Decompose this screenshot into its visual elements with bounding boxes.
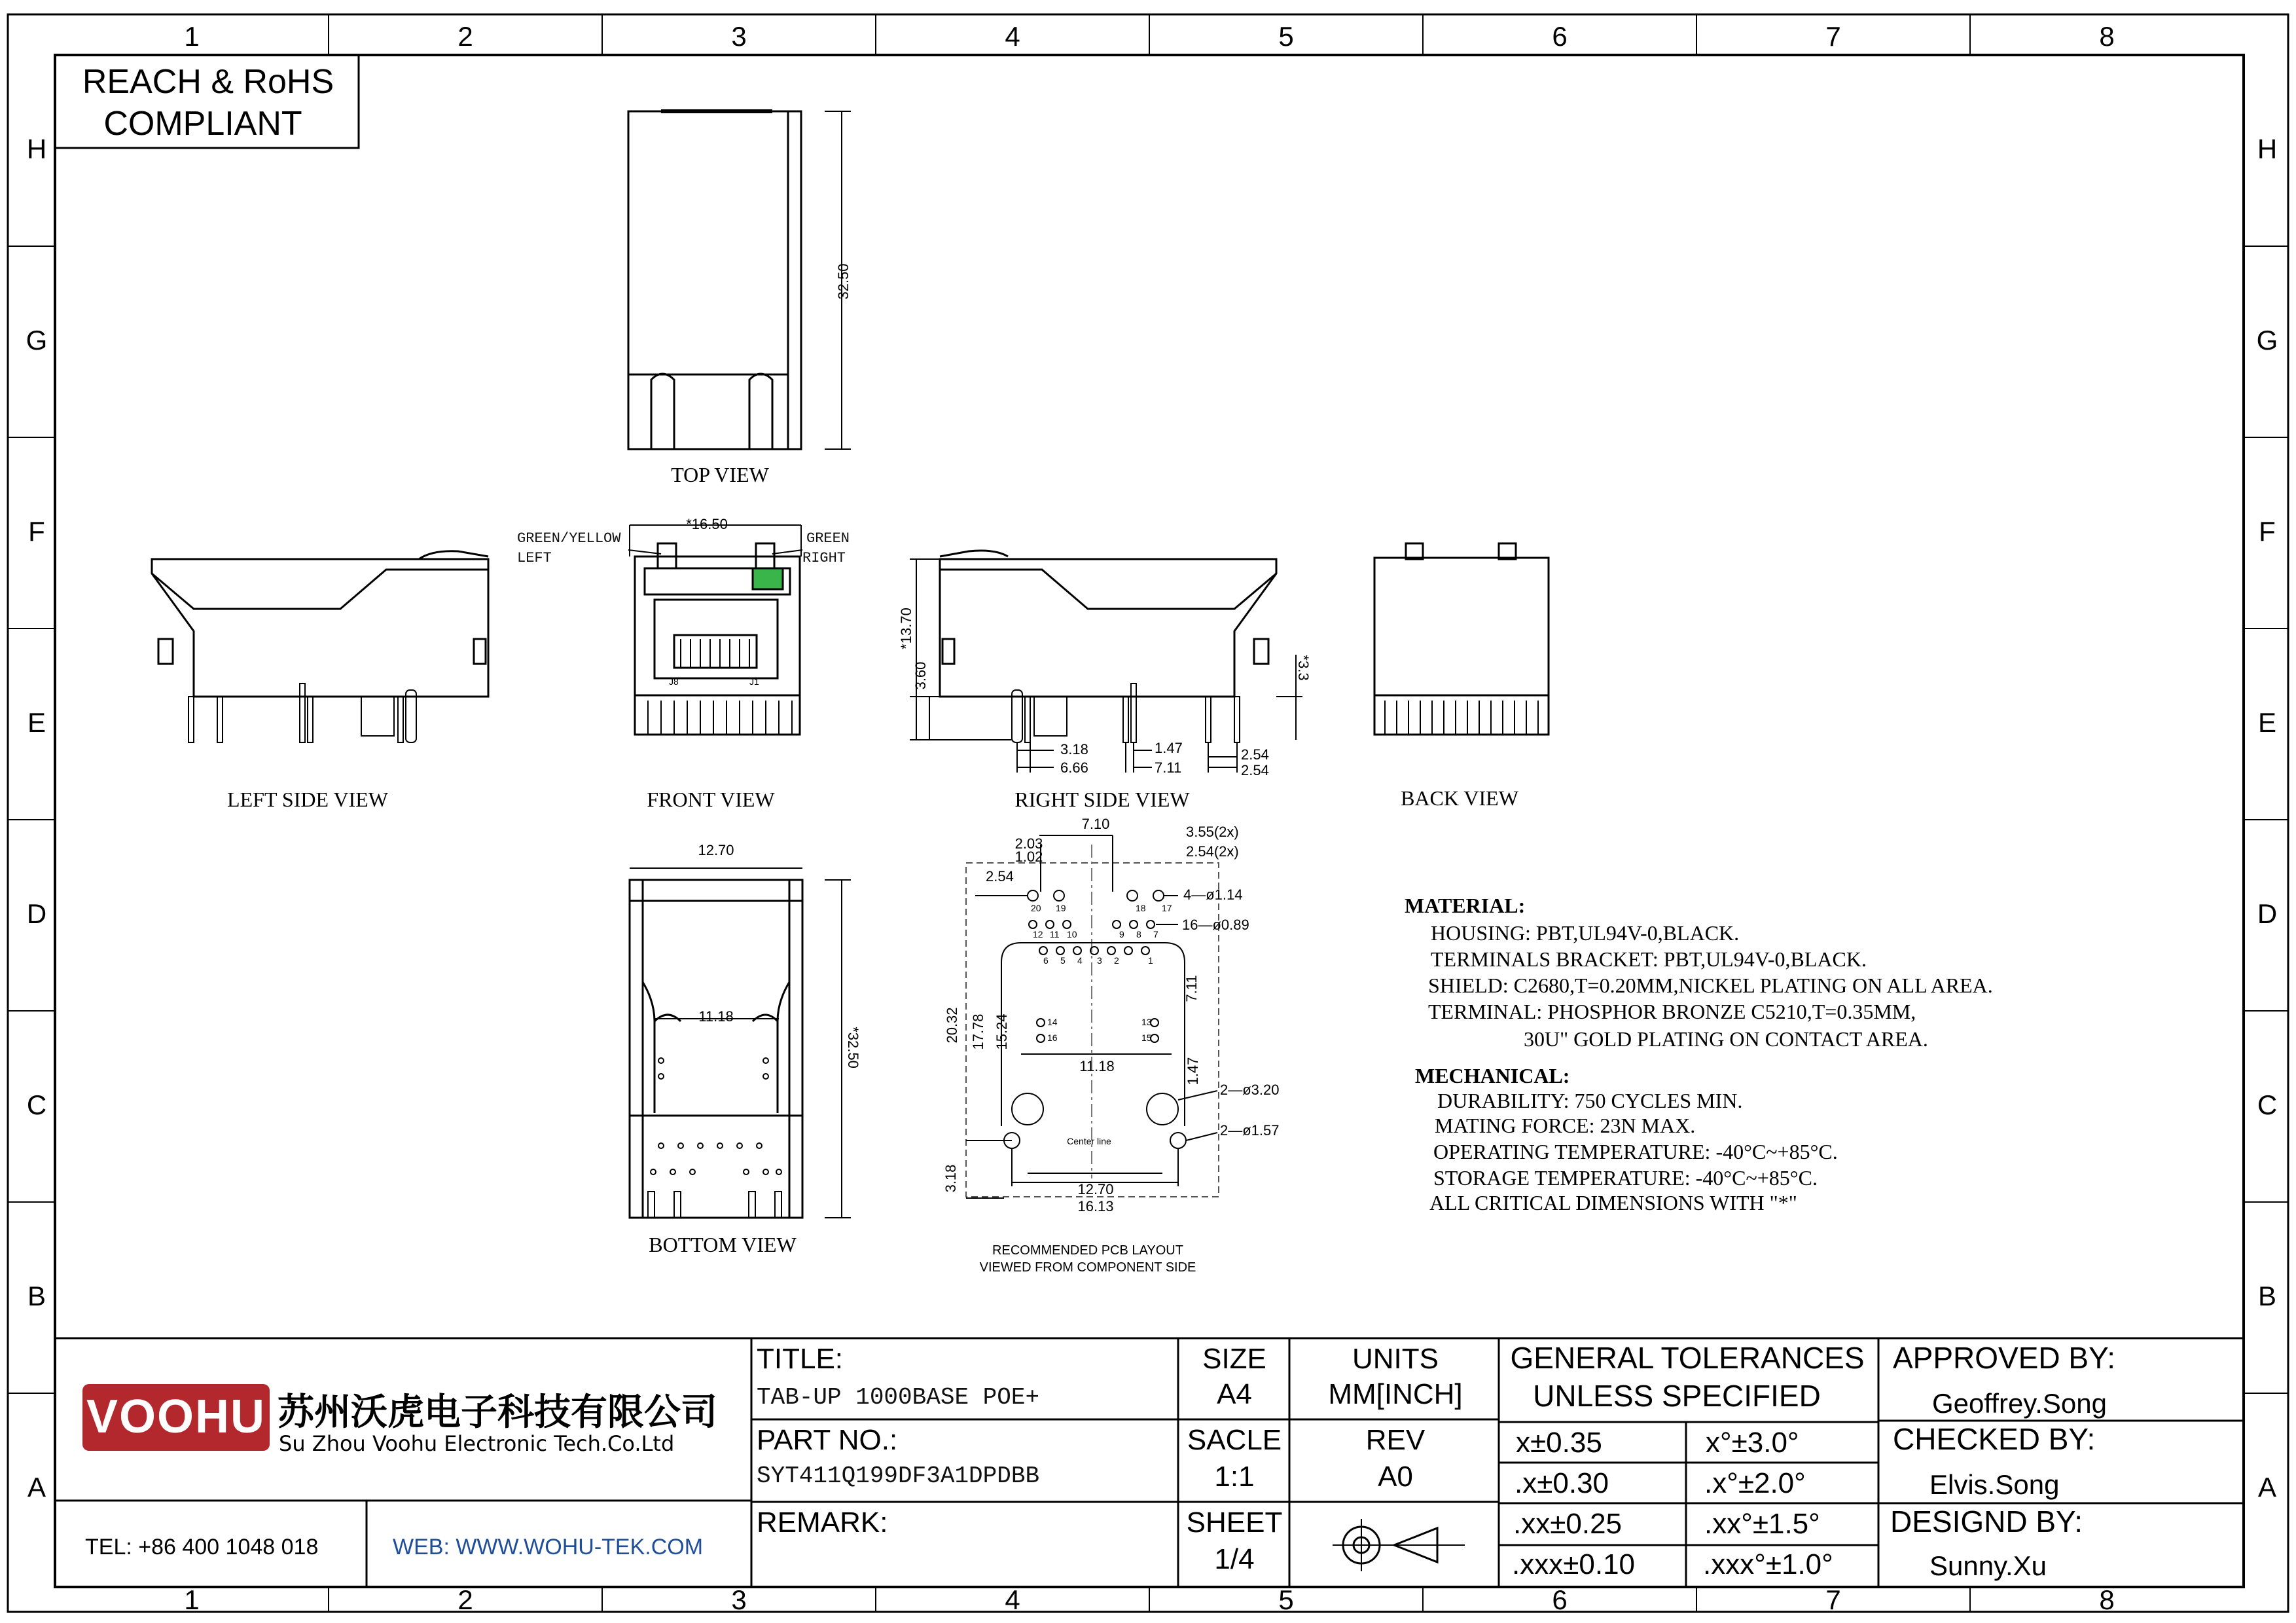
- title-value: TAB-UP 1000BASE POE+: [757, 1384, 1040, 1411]
- company-logo: [82, 1384, 270, 1451]
- checked-value: Elvis.Song: [1929, 1469, 2060, 1500]
- mechanical-line-2: MATING FORCE: 23N MAX.: [1435, 1114, 1696, 1137]
- design-label: DESIGND BY:: [1890, 1504, 2083, 1539]
- front-view: [630, 525, 801, 735]
- rev-value: A0: [1378, 1461, 1413, 1493]
- dim-pcb-12-70: 12.70: [1077, 1181, 1114, 1197]
- mechanical-line-4: STORAGE TEMPERATURE: -40°C~+85°C.: [1433, 1166, 1818, 1190]
- company-name-en: Su Zhou Voohu Electronic Tech.Co.Ltd: [279, 1431, 675, 1456]
- col-label-2: 2: [457, 21, 473, 52]
- tolerance-title-1: GENERAL TOLERANCES: [1510, 1341, 1865, 1375]
- row-label-c-right: C: [2257, 1089, 2278, 1120]
- led-right-color: GREEN: [806, 530, 850, 547]
- remark-label: REMARK:: [757, 1506, 888, 1539]
- dim-pcb-1-02: 1.02: [1014, 848, 1043, 865]
- dim-pcb-20-32: 20.32: [944, 1007, 960, 1044]
- col-label-6: 6: [1552, 21, 1568, 52]
- title-label: TITLE:: [757, 1343, 844, 1375]
- dim-pcb-2-03: 2.03: [1014, 835, 1043, 852]
- dim-rs-6-66: 6.66: [1060, 759, 1088, 776]
- rev-label: REV: [1365, 1424, 1426, 1456]
- dim-top-length: 32.50: [835, 263, 852, 300]
- svg-text:20: 20: [1031, 903, 1041, 913]
- col-label-5: 5: [1278, 21, 1294, 52]
- dim-pcb-3-18: 3.18: [942, 1164, 959, 1193]
- svg-text:3: 3: [1097, 955, 1102, 966]
- row-label-d-right: D: [2257, 898, 2278, 929]
- pcb-note-line-2: VIEWED FROM COMPONENT SIDE: [979, 1260, 1196, 1275]
- dim-rs-2-54-b: 2.54: [1241, 762, 1269, 778]
- led-green-fill: [753, 568, 783, 589]
- bottom-view: [630, 868, 851, 1218]
- row-label-b: B: [27, 1281, 46, 1311]
- contact-tel: TEL: +86 400 1048 018: [85, 1535, 319, 1559]
- svg-text:7: 7: [1153, 929, 1158, 939]
- sheet-value: 1/4: [1214, 1543, 1255, 1575]
- row-label-a: A: [27, 1472, 46, 1503]
- dim-pcb-d089: 16—ø0.89: [1182, 917, 1249, 933]
- row-label-f: F: [28, 516, 45, 547]
- pcb-note-line-1: RECOMMENDED PCB LAYOUT: [992, 1243, 1183, 1258]
- row-label-c: C: [26, 1089, 47, 1120]
- dim-rs-3-60: 3.60: [912, 661, 929, 690]
- dim-front-width: *16.50: [686, 516, 728, 532]
- dim-rs-3-18: 3.18: [1060, 741, 1088, 757]
- svg-text:16: 16: [1047, 1032, 1058, 1043]
- compliance-line-1: REACH & RoHS: [82, 63, 334, 101]
- row-label-e-right: E: [2257, 707, 2277, 738]
- approved-label: APPROVED BY:: [1893, 1341, 2116, 1375]
- col-label-7-bottom: 7: [1825, 1584, 1841, 1615]
- svg-text:14: 14: [1047, 1017, 1058, 1027]
- contact-web: WEB: WWW.WOHU-TEK.COM: [393, 1535, 704, 1559]
- tol-linear-3: .xxx±0.10: [1512, 1548, 1636, 1580]
- col-label-3-bottom: 3: [731, 1584, 747, 1615]
- mechanical-line-3: OPERATING TEMPERATURE: -40°C~+85°C.: [1433, 1140, 1838, 1163]
- row-label-f-right: F: [2259, 516, 2276, 547]
- dim-bot-12-70: 12.70: [698, 842, 734, 858]
- checked-label: CHECKED BY:: [1893, 1422, 2096, 1456]
- row-label-g: G: [26, 325, 48, 356]
- view-label-front: FRONT VIEW: [647, 788, 775, 811]
- view-label-left-side: LEFT SIDE VIEW: [227, 788, 388, 811]
- size-label: SIZE: [1202, 1343, 1266, 1375]
- tol-linear-1: .x±0.30: [1515, 1467, 1609, 1499]
- sheet-label: SHEET: [1186, 1506, 1283, 1539]
- dim-rs-height: *13.70: [898, 608, 914, 649]
- svg-text:13: 13: [1141, 1017, 1152, 1027]
- dim-pcb-17-78: 17.78: [970, 1013, 986, 1050]
- approved-value: Geoffrey.Song: [1932, 1388, 2107, 1419]
- right-side-view: [910, 551, 1302, 773]
- view-label-bottom: BOTTOM VIEW: [649, 1233, 797, 1256]
- col-label-6-bottom: 6: [1552, 1584, 1568, 1615]
- tol-linear-2: .xx±0.25: [1513, 1508, 1623, 1540]
- design-value: Sunny.Xu: [1929, 1550, 2047, 1581]
- material-line-5: 30U" GOLD PLATING ON CONTACT AREA.: [1524, 1027, 1928, 1051]
- dim-pcb-2-54x: 2.54(2x): [1186, 843, 1239, 860]
- dim-rs-1-47: 1.47: [1155, 740, 1183, 756]
- dim-pcb-d320: 2—ø3.20: [1220, 1082, 1280, 1098]
- material-heading: MATERIAL:: [1405, 894, 1526, 917]
- units-value: MM[INCH]: [1328, 1378, 1463, 1410]
- svg-text:8: 8: [1136, 929, 1141, 939]
- row-label-e: E: [27, 707, 46, 738]
- row-label-b-right: B: [2257, 1281, 2277, 1311]
- left-side-view: [152, 551, 488, 742]
- company-name-cn: 苏州沃虎电子科技有限公司: [278, 1391, 717, 1434]
- scale-label: SACLE: [1187, 1424, 1282, 1456]
- dim-rs-2-54-a: 2.54: [1241, 746, 1269, 763]
- col-label-1: 1: [184, 21, 200, 52]
- col-label-4-bottom: 4: [1005, 1584, 1020, 1615]
- dim-pcb-3-55: 3.55(2x): [1186, 824, 1239, 840]
- scale-value: 1:1: [1214, 1461, 1255, 1493]
- top-view: [628, 111, 852, 449]
- material-notes: [1405, 894, 1993, 1051]
- col-label-2-bottom: 2: [457, 1584, 473, 1615]
- pcb-dimensions: [942, 816, 1280, 1275]
- dim-bot-length: *32.50: [845, 1027, 861, 1068]
- col-label-5-bottom: 5: [1278, 1584, 1294, 1615]
- col-label-3: 3: [731, 21, 747, 52]
- back-view: [1374, 543, 1549, 735]
- view-label-top: TOP VIEW: [671, 463, 769, 486]
- pcb-pin-numbers: [1031, 903, 1172, 1043]
- led-left-color: GREEN/YELLOW: [517, 530, 621, 547]
- compliance-line-2: COMPLIANT: [103, 105, 302, 143]
- svg-text:19: 19: [1056, 903, 1066, 913]
- col-label-8-bottom: 8: [2099, 1584, 2115, 1615]
- dim-rs-7-11: 7.11: [1155, 759, 1182, 776]
- material-line-2: TERMINALS BRACKET: PBT,UL94V-0,BLACK.: [1431, 947, 1867, 971]
- col-label-1-bottom: 1: [184, 1584, 200, 1615]
- tol-angular-3: .xxx°±1.0°: [1703, 1548, 1833, 1580]
- part-no-label: PART NO.:: [757, 1424, 898, 1456]
- mechanical-heading: MECHANICAL:: [1415, 1064, 1570, 1087]
- col-label-7: 7: [1825, 21, 1841, 52]
- dim-pcb-d157: 2—ø1.57: [1220, 1122, 1280, 1139]
- svg-text:1: 1: [1148, 955, 1153, 966]
- svg-text:6: 6: [1043, 955, 1049, 966]
- tol-angular-2: .xx°±1.5°: [1704, 1508, 1820, 1540]
- svg-text:11: 11: [1050, 929, 1060, 939]
- svg-text:15: 15: [1141, 1032, 1152, 1043]
- svg-text:2: 2: [1114, 955, 1119, 966]
- svg-text:18: 18: [1136, 903, 1146, 913]
- col-label-8: 8: [2099, 21, 2115, 52]
- row-label-d: D: [26, 898, 47, 929]
- pcb-center-line-label: Center line: [1067, 1136, 1111, 1146]
- svg-text:5: 5: [1060, 955, 1066, 966]
- dim-pcb-11-18: 11.18: [1079, 1058, 1115, 1074]
- svg-text:4: 4: [1077, 955, 1083, 966]
- sheet-frame: [8, 14, 2288, 1615]
- view-label-right-side: RIGHT SIDE VIEW: [1014, 788, 1190, 811]
- projection-symbol-icon: [1333, 1519, 1465, 1571]
- mechanical-notes: [1415, 1064, 1838, 1214]
- row-label-h: H: [26, 134, 47, 164]
- dim-pcb-16-13: 16.13: [1077, 1198, 1114, 1214]
- compliance-box: [55, 55, 359, 148]
- material-line-1: HOUSING: PBT,UL94V-0,BLACK.: [1431, 921, 1740, 945]
- material-line-3: SHIELD: C2680,T=0.20MM,NICKEL PLATING ON ALL AREA.: [1428, 974, 1993, 997]
- row-label-h-right: H: [2257, 134, 2278, 164]
- col-label-4: 4: [1005, 21, 1020, 52]
- svg-text:12: 12: [1033, 929, 1043, 939]
- material-line-4: TERMINAL: PHOSPHOR BRONZE C5210,T=0.35MM,: [1428, 1000, 1916, 1023]
- dim-pcb-15-24: 15.24: [994, 1013, 1010, 1050]
- front-pin-j8: J8: [669, 676, 679, 687]
- dim-pcb-7-11: 7.11: [1183, 975, 1200, 1002]
- dim-bot-11-18: 11.18: [698, 1008, 734, 1025]
- size-value: A4: [1217, 1378, 1252, 1410]
- title-block: [55, 1338, 2244, 1587]
- svg-text:10: 10: [1067, 929, 1077, 939]
- svg-text:17: 17: [1162, 903, 1172, 913]
- part-no-value: SYT411Q199DF3A1DPDBB: [757, 1463, 1040, 1489]
- dim-pcb-d114: 4—ø1.14: [1183, 886, 1243, 903]
- view-label-back: BACK VIEW: [1401, 786, 1518, 810]
- tolerance-title-2: UNLESS SPECIFIED: [1533, 1379, 1821, 1413]
- logo-text: VOOHU: [86, 1391, 266, 1443]
- led-left-position: LEFT: [517, 550, 552, 566]
- row-label-a-right: A: [2257, 1472, 2277, 1503]
- svg-text:9: 9: [1119, 929, 1124, 939]
- row-label-g-right: G: [2256, 325, 2278, 356]
- front-pin-j1: J1: [749, 676, 759, 687]
- mechanical-line-5: ALL CRITICAL DIMENSIONS WITH "*": [1429, 1191, 1797, 1214]
- tol-angular-1: .x°±2.0°: [1704, 1467, 1806, 1499]
- led-right-position: RIGHT: [802, 550, 846, 566]
- dim-pcb-1-47: 1.47: [1185, 1057, 1201, 1085]
- tol-angular-0: x°±3.0°: [1706, 1427, 1799, 1459]
- dim-rs-3-3: *3.3: [1295, 655, 1312, 681]
- tol-linear-0: x±0.35: [1516, 1427, 1602, 1459]
- units-label: UNITS: [1352, 1343, 1439, 1375]
- dim-pcb-2-54: 2.54: [986, 868, 1014, 884]
- dim-pcb-7-10: 7.10: [1081, 816, 1110, 832]
- mechanical-line-1: DURABILITY: 750 CYCLES MIN.: [1437, 1089, 1743, 1112]
